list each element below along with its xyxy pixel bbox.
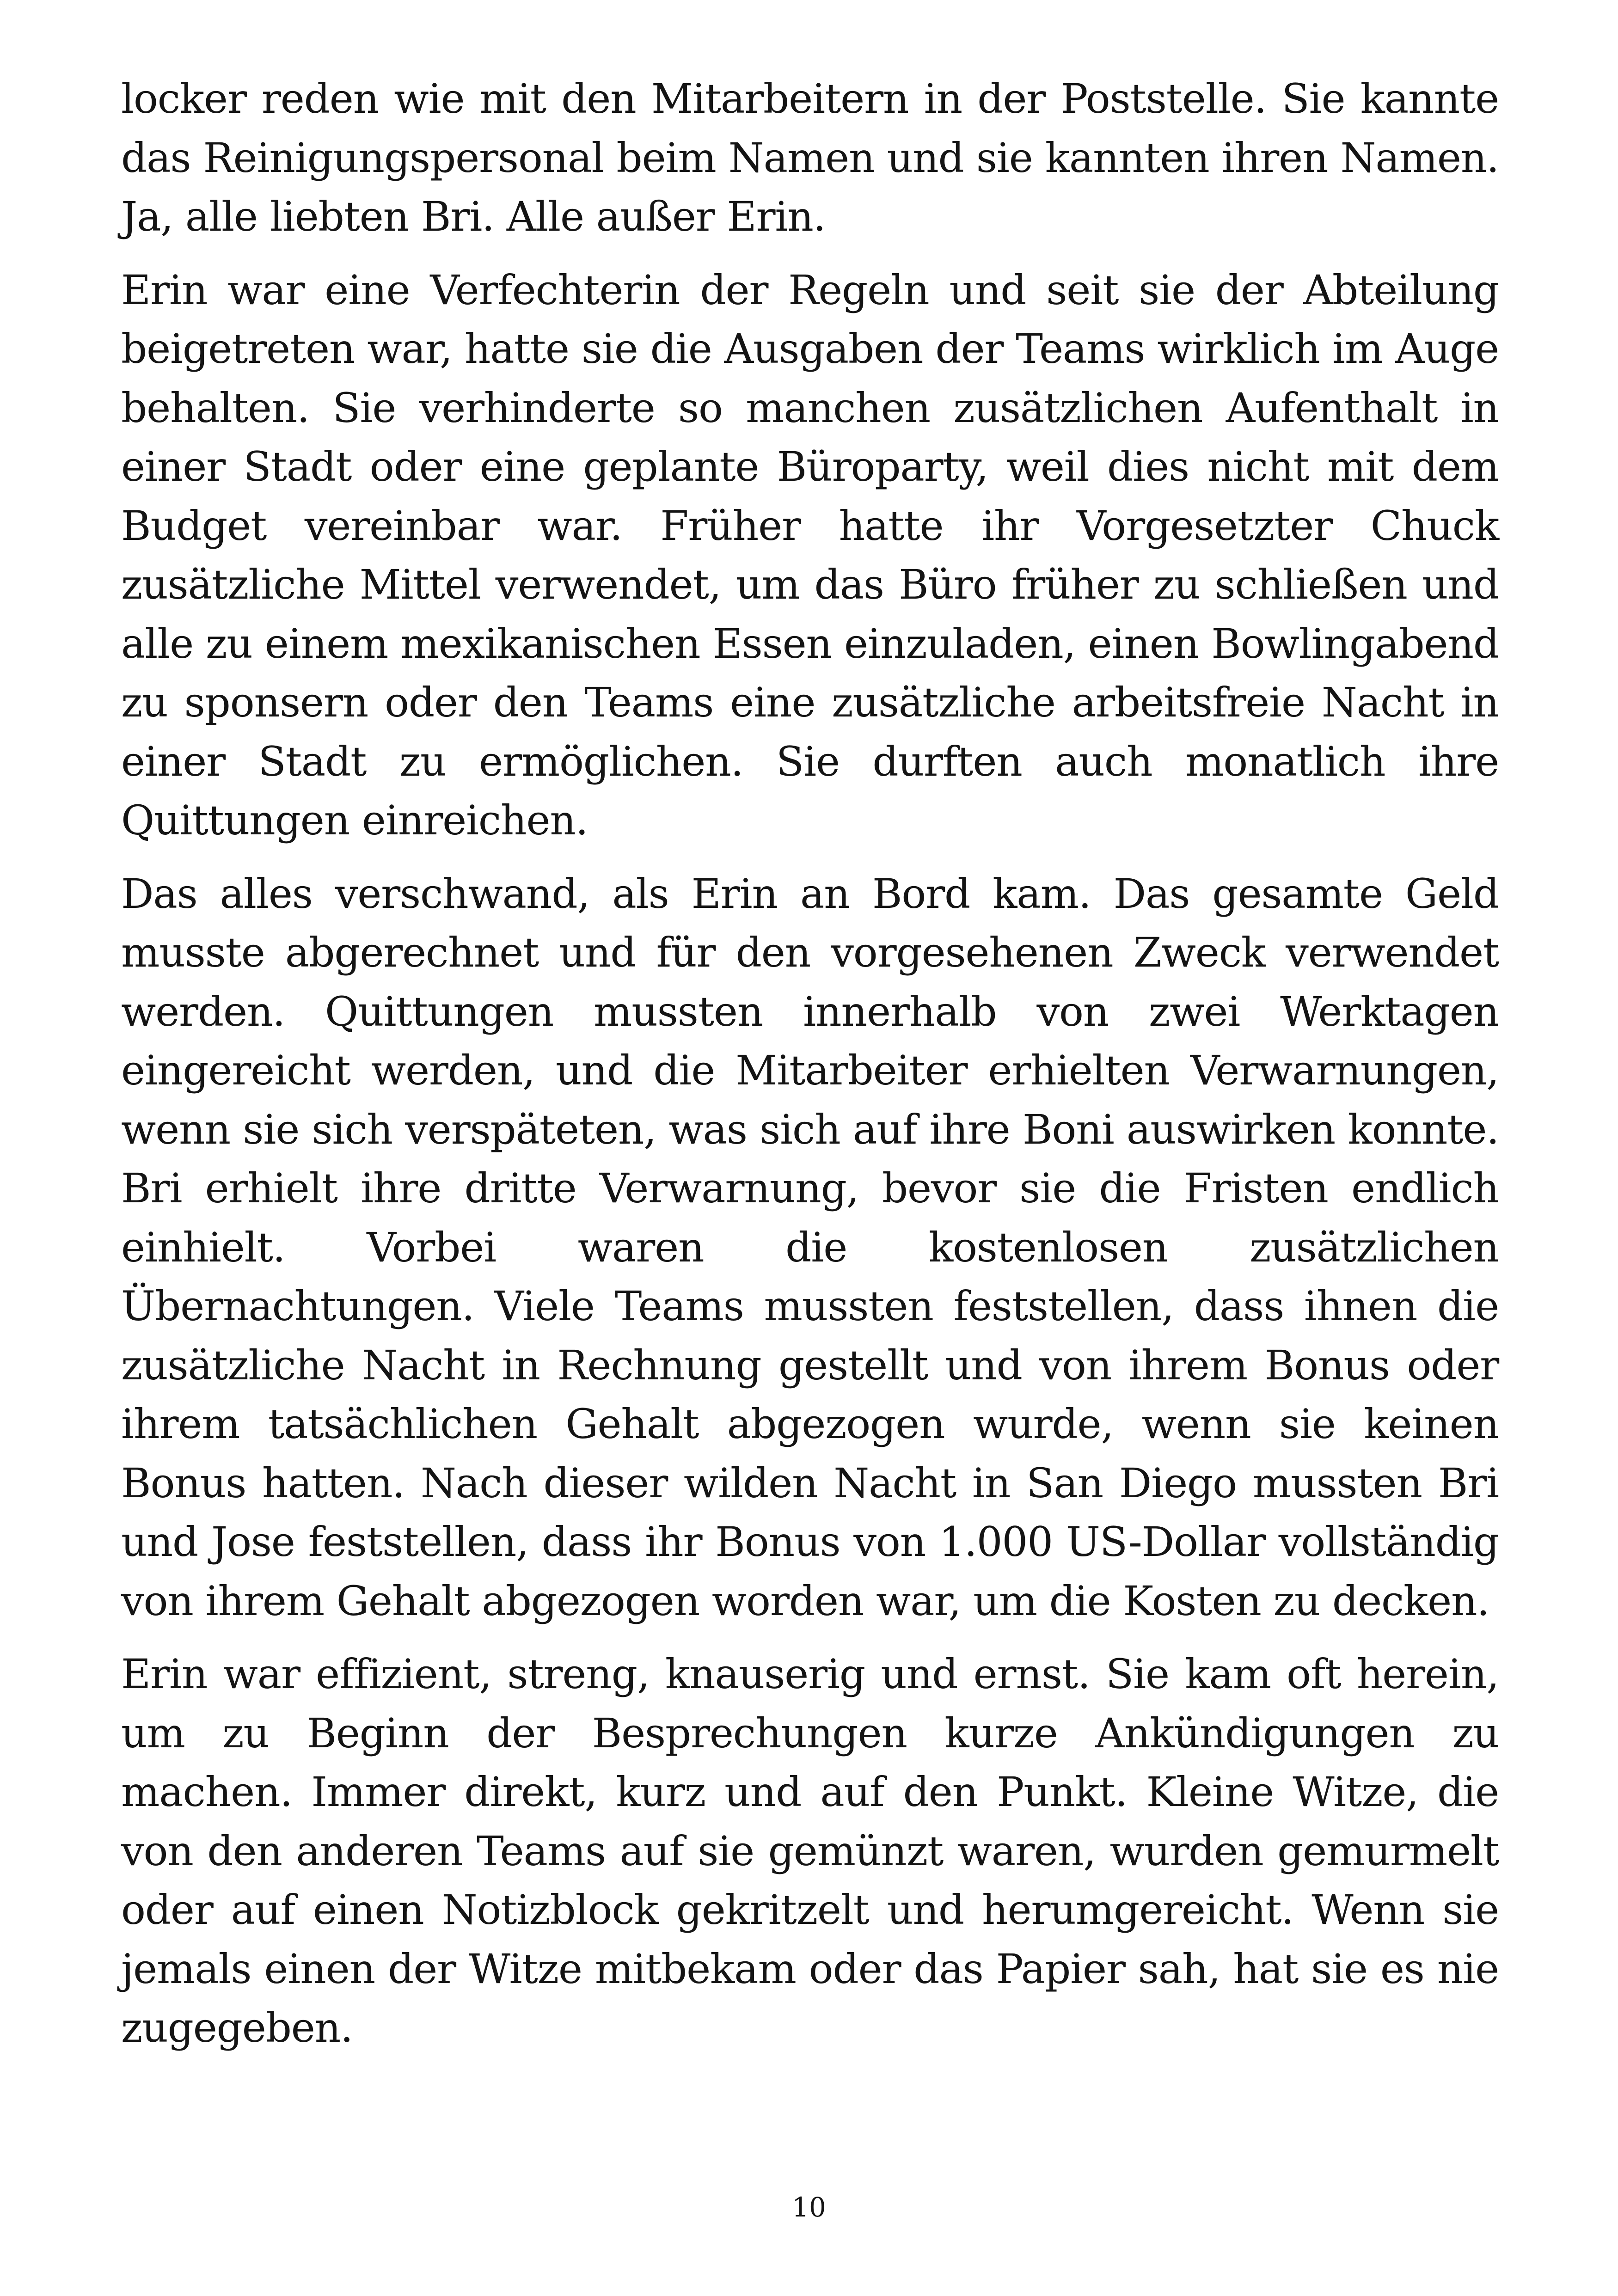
paragraph-2: Erin war eine Verfechterin der Regeln und seit sie der Abteilung beigetreten war, hatte sie die Ausgaben der Teams wirklich im Auge behalten. Sie verhinderte so manchen zusätzlichen Aufenthalt in einer Stadt oder eine geplante Büroparty, weil dies nicht mit dem Budget vereinbar war. Früher hatte ihr Vorgesetzter Chuck zusätzliche Mittel verwendet, um das Büro früher zu schließen und alle zu einem mexikanischen Essen einzuladen, einen Bowlingabend zu sponsern oder den Teams eine zusätzliche arbeitsfreie Nacht in einer Stadt zu ermöglichen. Sie durften auch monatlich ihre Quittungen einreichen. — [121, 266, 1499, 844]
page-number: 10 — [792, 2192, 826, 2223]
paragraph-3: Das alles verschwand, als Erin an Bord kam. Das gesamte Geld musste abgerechnet und für den vorgesehenen Zweck verwendet werden. Quittungen mussten innerhalb von zwei Werktagen eingereicht werden, und die Mitarbeiter erhielten Verwarnungen, wenn sie sich verspäteten, was sich auf ihre Boni auswirken konnte. Bri erhielt ihre dritte Verwarnung, bevor sie die Fristen endlich einhielt. Vorbei waren die kostenlosen zusätzlichen Übernachtungen. Viele Teams mussten feststellen, dass ihnen die zusätzliche Nacht in Rechnung gestellt und von ihrem Bonus oder ihrem tatsächlichen Gehalt abgezogen wurde, wenn sie keinen Bonus hatten. Nach dieser wilden Nacht in San Diego mussten Bri und Jose feststellen, dass ihr Bonus von 1.000 US-Dollar vollständig von ihrem Gehalt abgezogen worden war, um die Kosten zu decken. — [121, 869, 1499, 1625]
body-text — [121, 69, 1499, 2072]
paragraph-4: Erin war effizient, streng, knauserig und ernst. Sie kam oft herein, um zu Beginn der Besprechungen kurze Ankündigungen zu machen. Immer direkt, kurz und auf den Punkt. Kleine Witze, die von den anderen Teams auf sie gemünzt waren, wurden gemurmelt oder auf einen Notizblock gekritzelt und herumgereicht. Wenn sie jemals einen der Witze mitbekam oder das Papier sah, hat sie es nie zugegeben. — [121, 1650, 1499, 2051]
paragraph-1: locker reden wie mit den Mitarbeitern in der Poststelle. Sie kannte das Reinigungspersonal beim Namen und sie kannten ihren Namen. Ja, alle liebten Bri. Alle außer Erin. — [121, 75, 1499, 240]
